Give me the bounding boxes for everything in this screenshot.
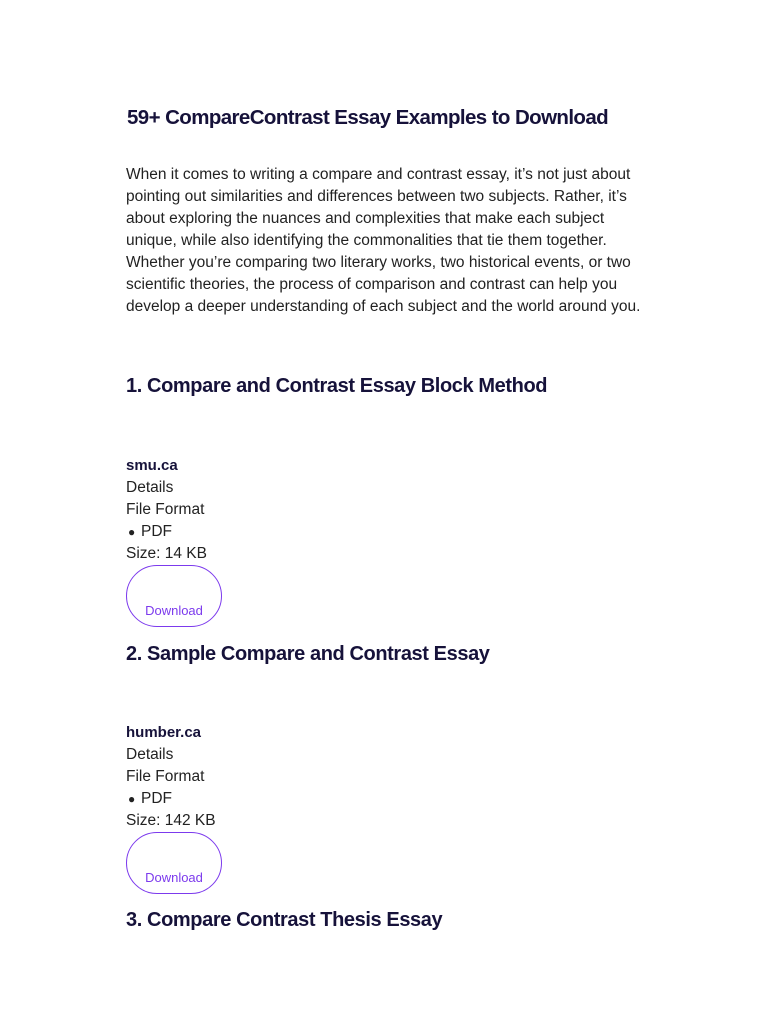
format-list-item [126,788,426,810]
download-button-label: Download [145,870,203,885]
file-format-label: File Format [126,501,205,518]
section-heading-3: 3. Compare Contrast Thesis Essay [126,909,443,931]
details-label: Details [126,479,174,496]
bullet-icon: ● [128,525,136,539]
format-value: PDF [141,523,172,540]
download-button[interactable] [126,832,222,894]
bullet-icon: ● [128,792,136,806]
format-list-item [126,521,426,543]
format-value: PDF [141,790,172,807]
file-size: Size: 14 KB [126,545,207,562]
intro-paragraph: When it comes to writing a compare and contrast essay, it’s not just about pointing out similarities and differences between two subjects. Rather, it’s about exploring the nuances and complexities that make each subject unique, while also identifying the commonalities that tie them together. Whether you’re comparing two literary works, two historical events, or two scientific theories, the process of comparison and contrast can help you develop a deeper understanding of each subject and the world around you. [126,166,641,315]
section-heading-2: 2. Sample Compare and Contrast Essay [126,643,490,665]
download-entry-1 [126,455,426,618]
page-title: 59+ CompareContrast Essay Examples to Download [127,106,609,129]
download-button[interactable] [126,565,222,627]
download-entry-2 [126,722,426,885]
source-name: humber.ca [126,724,202,741]
file-format-label: File Format [126,768,205,785]
details-label: Details [126,746,174,763]
download-button-label: Download [145,603,203,618]
source-name: smu.ca [126,457,178,474]
file-size: Size: 142 KB [126,812,216,829]
section-heading-1: 1. Compare and Contrast Essay Block Method [126,375,548,397]
